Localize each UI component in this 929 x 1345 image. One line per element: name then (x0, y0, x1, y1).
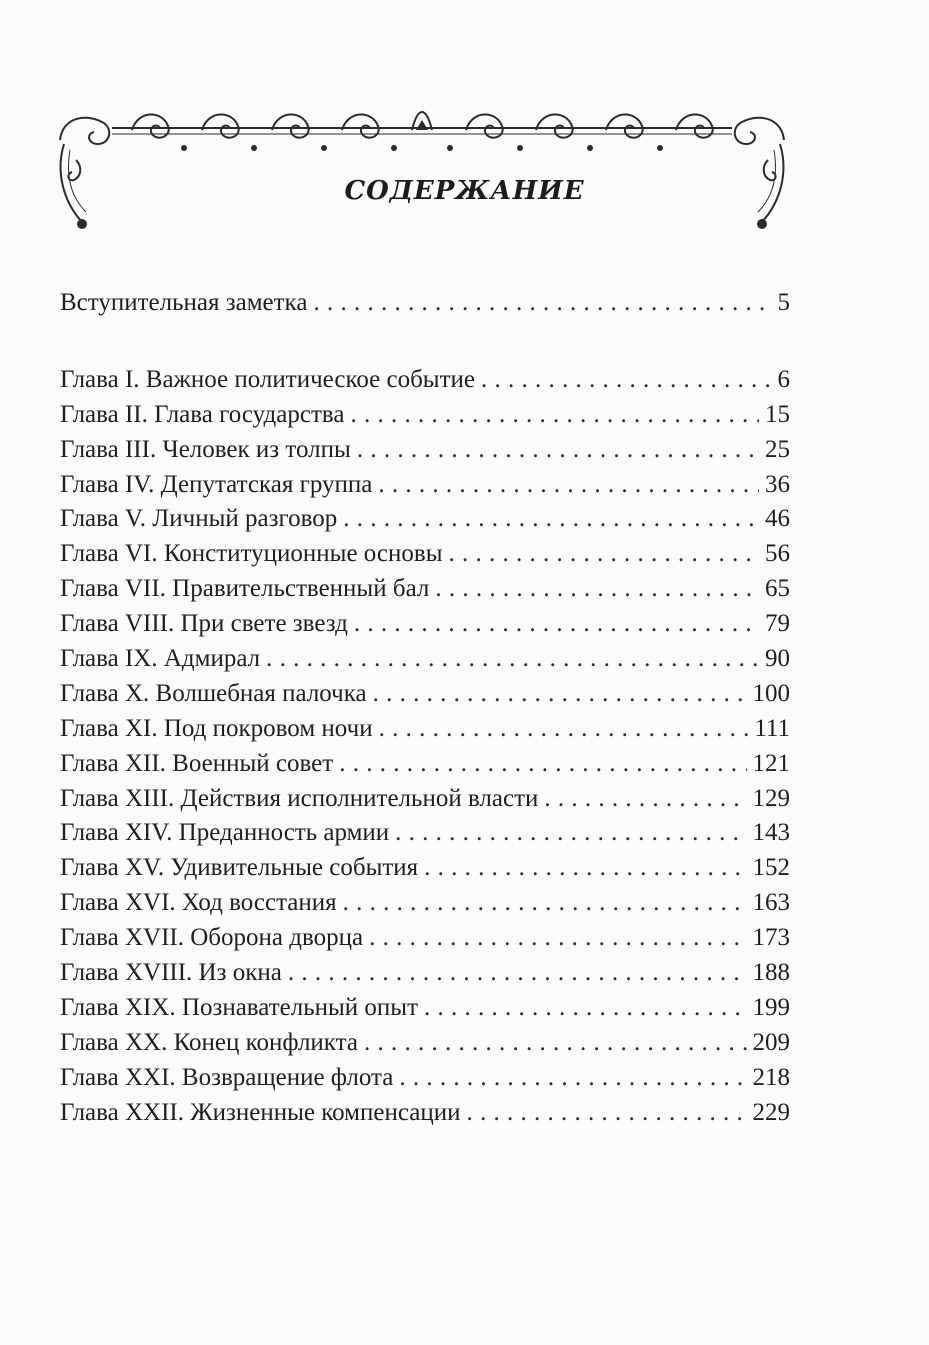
toc-entry (60, 363, 790, 398)
dot-leader (378, 468, 759, 503)
toc-entry-title: Глава XXII. Жизненные компенсации (60, 1098, 461, 1126)
toc-entry-title: Глава XVII. Оборона дворца (60, 924, 364, 952)
toc-entry-page-number: 209 (752, 1028, 790, 1056)
dot-leader (357, 433, 759, 468)
toc-entry-page-number: 121 (752, 749, 790, 777)
dot-leader (288, 956, 747, 991)
dot-leader (266, 642, 759, 677)
toc-entry-page-number: 199 (752, 993, 790, 1021)
dot-leader (354, 607, 759, 642)
toc-entry-page-number: 100 (752, 679, 790, 707)
dot-leader (343, 502, 759, 537)
toc-entry-title: Глава XIII. Действия исполнительной власти (60, 784, 539, 812)
toc-entry-title: Глава XII. Военный совет (60, 749, 334, 777)
toc-entry-title: Глава XX. Конец конфликта (60, 1028, 358, 1056)
table-of-contents (60, 286, 790, 1130)
toc-entry-page-number: 129 (752, 784, 790, 812)
toc-entry-title: Глава X. Волшебная палочка (60, 679, 367, 707)
toc-entry (60, 747, 790, 782)
toc-entry-title: Глава XIV. Преданность армии (60, 819, 390, 847)
toc-entry (60, 572, 790, 607)
toc-entry-title: Глава XVIII. Из окна (60, 959, 282, 987)
toc-entry-title: Глава XXI. Возвращение флота (60, 1063, 394, 1091)
toc-entry-title: Глава VIII. При свете звезд (60, 610, 348, 638)
toc-entry-intro (60, 286, 790, 321)
toc-entry-title: Глава XV. Удивительные события (60, 854, 419, 882)
dot-leader (395, 816, 746, 851)
toc-entry-page-number: 36 (765, 470, 790, 498)
toc-entry (60, 956, 790, 991)
dot-leader (435, 572, 759, 607)
dot-leader (373, 677, 747, 712)
toc-entry (60, 991, 790, 1026)
toc-entry-page-number: 143 (752, 819, 790, 847)
dot-leader (449, 537, 759, 572)
toc-entry-title: Вступительная заметка (60, 289, 308, 316)
toc-entry-title: Глава III. Человек из толпы (60, 435, 351, 463)
toc-entry-title: Глава IX. Адмирал (60, 645, 261, 673)
toc-entry (60, 468, 790, 503)
toc-entry (60, 502, 790, 537)
toc-entry-page-number: 6 (777, 365, 790, 393)
dot-leader (313, 286, 771, 321)
toc-entry-page-number: 111 (754, 714, 790, 742)
toc-entry-title: Глава XVI. Ход восстания (60, 889, 337, 917)
toc-entry-page-number: 46 (765, 505, 790, 533)
dot-leader (466, 1096, 746, 1131)
toc-entry-title: Глава XIX. Познавательный опыт (60, 993, 419, 1021)
dot-leader (343, 886, 747, 921)
toc-entry-page-number: 79 (765, 610, 790, 638)
toc-entry (60, 537, 790, 572)
toc-entry-page-number: 188 (752, 959, 790, 987)
ornament-frame-icon (52, 100, 792, 230)
toc-entry-title: Глава II. Глава государства (60, 400, 345, 428)
dot-leader (544, 782, 746, 817)
dot-leader (364, 1026, 747, 1061)
dot-leader (339, 747, 746, 782)
toc-entry-page-number: 25 (765, 435, 790, 463)
toc-entry-page-number: 173 (752, 924, 790, 952)
toc-entry (60, 677, 790, 712)
toc-entry-page-number: 15 (765, 400, 790, 428)
toc-entry-page-number: 152 (752, 854, 790, 882)
toc-entry-page-number: 163 (752, 889, 790, 917)
toc-entry (60, 398, 790, 433)
dot-leader (424, 991, 746, 1026)
dot-leader (350, 398, 759, 433)
toc-entry-page-number: 90 (765, 645, 790, 673)
toc-entry-title: Глава I. Важное политическое событие (60, 365, 476, 393)
toc-entry-title: Глава VII. Правительственный бал (60, 575, 430, 603)
toc-entry (60, 921, 790, 956)
toc-entry (60, 433, 790, 468)
toc-entry-title: Глава VI. Конституционные основы (60, 540, 443, 568)
toc-entry (60, 886, 790, 921)
toc-entry (60, 851, 790, 886)
contents-heading: СОДЕРЖАНИЕ (344, 176, 585, 206)
toc-entry (60, 1026, 790, 1061)
toc-entry (60, 607, 790, 642)
toc-entry-page-number: 65 (765, 575, 790, 603)
toc-entry-page-number: 218 (752, 1063, 790, 1091)
dot-leader (481, 363, 771, 398)
toc-entry-title: Глава IV. Депутатская группа (60, 470, 373, 498)
toc-entry-title: Глава V. Личный разговор (60, 505, 338, 533)
toc-entry (60, 1096, 790, 1131)
dot-leader (379, 712, 749, 747)
dot-leader (369, 921, 746, 956)
toc-entry (60, 1061, 790, 1096)
toc-entry (60, 642, 790, 677)
toc-entry (60, 782, 790, 817)
toc-entry (60, 712, 790, 747)
toc-entry (60, 816, 790, 851)
dot-leader (399, 1061, 746, 1096)
dot-leader (424, 851, 746, 886)
toc-entry-page-number: 5 (777, 289, 790, 316)
toc-entry-page-number: 229 (752, 1098, 790, 1126)
toc-entry-title: Глава XI. Под покровом ночи (60, 714, 373, 742)
toc-entry-page-number: 56 (765, 540, 790, 568)
